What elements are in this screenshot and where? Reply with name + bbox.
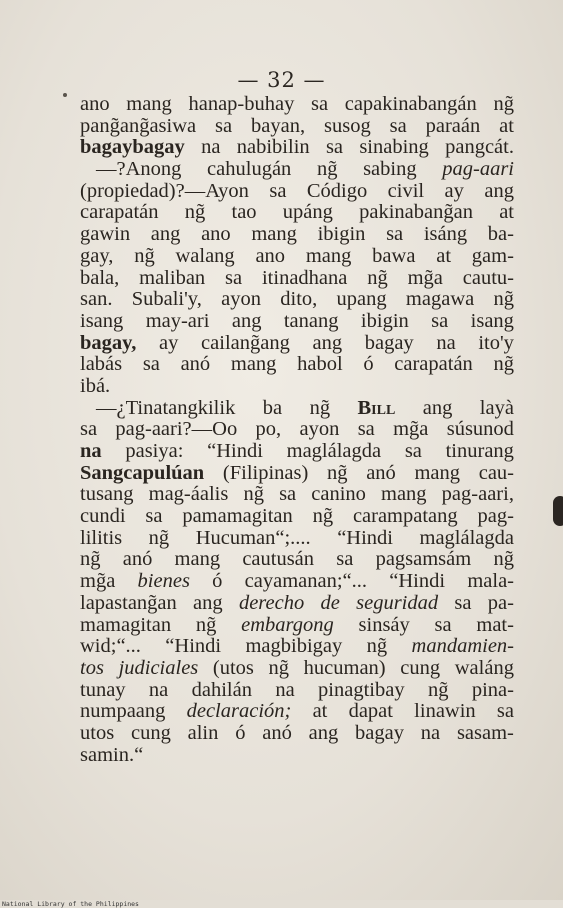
word: ng̃ (243, 483, 264, 506)
word: (Filipinas) (222, 461, 309, 484)
word: sa (454, 591, 472, 614)
word: itinadhana (261, 266, 348, 289)
word: nabibilin (236, 136, 310, 159)
word: maglálagda (419, 526, 514, 549)
word: ang (150, 223, 181, 246)
word: mala- (467, 570, 514, 593)
word: sa (311, 93, 329, 115)
word: magawa (405, 288, 475, 311)
word: (utos (212, 656, 254, 679)
word: at (499, 201, 514, 224)
word: ng̃ (312, 505, 334, 528)
word: ang (312, 331, 343, 354)
word: ng̃ (184, 201, 206, 224)
word: sa (225, 266, 243, 289)
word: tinurang (445, 440, 514, 462)
word: sa (496, 700, 514, 723)
word: sa (431, 309, 449, 332)
word: anó (366, 461, 396, 484)
word: cung (400, 656, 441, 679)
word: bagay (364, 331, 414, 354)
word: habol (297, 353, 343, 376)
word: pang̃ang̃asiwa (80, 114, 197, 137)
word: maglálagda (286, 440, 382, 462)
word: ng̃ (268, 656, 290, 679)
text-line (80, 528, 514, 550)
text-line (80, 419, 514, 441)
word: embargong (241, 613, 334, 636)
word: ng̃ (493, 93, 514, 115)
word: ang (231, 309, 262, 332)
word: —?Anong (96, 158, 182, 181)
text-line (80, 745, 514, 767)
word: sa (145, 505, 163, 528)
text-line (80, 398, 514, 420)
page-number: — 32 — (237, 68, 326, 92)
word: ba- (487, 223, 514, 246)
word: magbibigay (245, 635, 343, 658)
text-line (80, 289, 514, 311)
word: ng̃ (493, 288, 514, 311)
text-line (80, 723, 514, 745)
word: ibá. (80, 374, 111, 397)
word: sa (325, 136, 344, 159)
word: sa (336, 548, 354, 571)
word: pakinabang̃an (359, 201, 473, 224)
text-line (80, 701, 514, 723)
word: mamagitan (80, 613, 172, 636)
word: ang (484, 179, 514, 202)
word: carampatang (352, 505, 458, 528)
word: tunay (80, 678, 126, 701)
text-line (80, 615, 514, 637)
word: sa (279, 483, 297, 506)
word: at (499, 114, 514, 137)
word: mang (126, 93, 172, 115)
word: bala, (80, 266, 120, 289)
word: upang (336, 288, 387, 311)
word: mang (381, 483, 427, 506)
word: wid;“... (80, 635, 141, 658)
word: mang (174, 548, 221, 571)
word: mang (230, 353, 277, 376)
word: sa (142, 353, 160, 376)
word: pag-aari, (441, 483, 514, 506)
word: lilitis (80, 526, 123, 549)
word: derecho (238, 591, 305, 614)
word: dapat (348, 700, 393, 723)
word: anó (262, 721, 292, 744)
word: samin.“ (80, 743, 144, 766)
word: mang (251, 223, 297, 246)
word: bawa (372, 244, 416, 267)
word: ng̃ (309, 396, 331, 419)
word: sa (434, 613, 452, 636)
word: na (275, 678, 295, 701)
word: mag-áalis (148, 483, 229, 506)
word: mandamien- (411, 635, 514, 658)
word: na (420, 721, 441, 744)
word: dahilán (191, 678, 252, 701)
word: ng̃ (367, 266, 388, 289)
word: declaración; (186, 700, 292, 723)
text-line (80, 506, 514, 528)
word: “Hindi (337, 526, 393, 549)
word: ayon (221, 288, 261, 311)
word: cayamanan;“... (244, 570, 368, 593)
word: cahulugán (207, 158, 292, 181)
word: linawin (414, 700, 476, 723)
word: tos (80, 656, 104, 679)
word: gawin (80, 223, 131, 246)
word: pangcát. (445, 136, 514, 159)
word: “Hindi (165, 635, 222, 658)
word: bayan, (251, 114, 306, 137)
word: Subali'y, (131, 288, 202, 311)
text-line (80, 549, 514, 571)
word: at (436, 244, 452, 267)
word: ng̃ (80, 548, 101, 571)
text-line (80, 333, 514, 355)
text-line (80, 116, 514, 138)
word: at (312, 700, 328, 723)
word: mat- (476, 613, 514, 636)
word: ng̃ (493, 353, 514, 376)
word: po, (255, 418, 282, 441)
word: súsunod (446, 418, 514, 441)
word: sa (389, 114, 407, 137)
word: tao (231, 201, 257, 224)
text-line (80, 202, 514, 224)
text-line (80, 94, 514, 116)
word: may-ari (145, 309, 210, 332)
word: lapastang̃an (80, 591, 177, 614)
body-text (80, 94, 514, 766)
text-line (80, 224, 514, 246)
text-line (80, 311, 514, 333)
word: na (80, 440, 102, 462)
word: maliban (139, 266, 206, 289)
text-line (80, 441, 514, 463)
binding-mark (553, 496, 563, 526)
word: ang (193, 591, 223, 614)
word: civil (387, 179, 425, 202)
text-line (80, 354, 514, 376)
word: isang (470, 309, 514, 332)
text-line (80, 658, 514, 680)
word: sabing (363, 158, 417, 181)
word: —¿Tinatangkilik (96, 396, 236, 419)
word: sa (215, 114, 233, 137)
word: canino (311, 483, 366, 506)
word: pina- (471, 678, 514, 701)
word: pa- (487, 591, 514, 614)
text-line (80, 680, 514, 702)
word: ba (262, 396, 283, 419)
word: waláng (454, 656, 514, 679)
word: ayon (299, 418, 340, 441)
text-line (80, 593, 514, 615)
word: mang (305, 244, 352, 267)
word: ibigin (317, 223, 366, 246)
word: (propiedad)?—Ayon (80, 179, 249, 202)
word: “Hindi (389, 570, 446, 593)
word: cailang̃ang (201, 331, 290, 354)
word: labás (80, 353, 123, 376)
word: sasam- (456, 721, 514, 744)
word: ito'y (478, 331, 514, 354)
text-line (80, 246, 514, 268)
ink-dot (63, 93, 67, 97)
word: numpaang (80, 700, 166, 723)
word: mg̃a (80, 570, 116, 593)
word: pag-aari (442, 158, 514, 181)
text-line (80, 636, 514, 658)
word: layà (479, 396, 514, 419)
word: tusang (80, 483, 134, 506)
text-line (80, 484, 514, 506)
word: bagay (355, 721, 404, 744)
word: gay, (80, 244, 114, 267)
word: paraán (425, 114, 481, 137)
word: hanap-buhay (188, 93, 295, 115)
word: isáng (423, 223, 468, 246)
word: ng̃ (427, 678, 449, 701)
word: de (320, 591, 340, 614)
word: ng̃ (134, 244, 155, 267)
word: na (148, 678, 169, 701)
word: ano (80, 93, 110, 115)
word: ang (422, 396, 453, 419)
word: isang (80, 309, 124, 332)
word: utos (80, 721, 115, 744)
word: ano (255, 244, 286, 267)
word: sa (404, 440, 422, 462)
word: bagay, (80, 331, 137, 354)
word: seguridad (356, 591, 439, 614)
word: ay (159, 331, 179, 354)
word: ó (235, 721, 246, 744)
word: ang (308, 721, 339, 744)
word: sa (357, 418, 375, 441)
word: ng̃ (327, 461, 348, 484)
word: cung (130, 721, 171, 744)
word: bienes (137, 570, 190, 593)
word: mang (414, 461, 461, 484)
word: sa (269, 179, 287, 202)
text-line (80, 376, 514, 398)
word: sinsáy (358, 613, 410, 636)
word: Bill (357, 396, 396, 419)
word: na (436, 331, 456, 354)
word: Código (306, 179, 368, 202)
word: upáng (282, 201, 333, 224)
footer-credit: National Library of the Philippines (2, 900, 139, 908)
word: anó (180, 353, 211, 376)
word: cau- (478, 461, 514, 484)
word: ng̃ (366, 635, 388, 658)
word: Sangcapulúan (80, 461, 205, 484)
text-line (80, 463, 514, 485)
text-line (80, 181, 514, 203)
word: sa (80, 418, 98, 441)
word: anó (122, 548, 153, 571)
word: alin (187, 721, 219, 744)
word: sinabing (359, 136, 429, 159)
word: sa (386, 223, 404, 246)
word: Hucuman“;.... (195, 526, 311, 549)
word: ano (201, 223, 231, 246)
word: susog (324, 114, 371, 137)
word: ó (363, 353, 374, 376)
word: hucuman) (303, 656, 386, 679)
word: judiciales (118, 656, 199, 679)
word: ng̃ (493, 548, 514, 571)
word: tanang (283, 309, 339, 332)
word: capakinabangán (344, 93, 477, 115)
word: pasiya: (125, 440, 184, 462)
word: bagaybagay (80, 136, 185, 159)
word: ó (212, 570, 223, 593)
word: ibigin (360, 309, 409, 332)
word: cundi (80, 505, 126, 528)
word: cautu- (462, 266, 514, 289)
word: ay (444, 179, 464, 202)
word: mg̃a (393, 418, 429, 441)
word: walang (175, 244, 235, 267)
word: san. (80, 288, 113, 311)
text-line (80, 571, 514, 593)
word: ng̃ (316, 158, 338, 181)
word: cautusán (242, 548, 315, 571)
word: “Hindi (207, 440, 263, 462)
word: carapatán (394, 353, 473, 376)
word: ng̃ (148, 526, 170, 549)
word: ng̃ (195, 613, 217, 636)
word: carapatán (80, 201, 159, 224)
word: pag- (477, 505, 514, 528)
word: pagsamsám (375, 548, 472, 571)
word: pag-aari?—Oo (115, 418, 238, 441)
word: dito, (280, 288, 318, 311)
word: pinagtibay (318, 678, 405, 701)
text-line (80, 268, 514, 290)
word: na (201, 136, 221, 159)
text-line (80, 159, 514, 181)
text-line (80, 137, 514, 159)
word: mg̃a (407, 266, 443, 289)
word: gam- (471, 244, 514, 267)
word: pamamagitan (182, 505, 293, 528)
